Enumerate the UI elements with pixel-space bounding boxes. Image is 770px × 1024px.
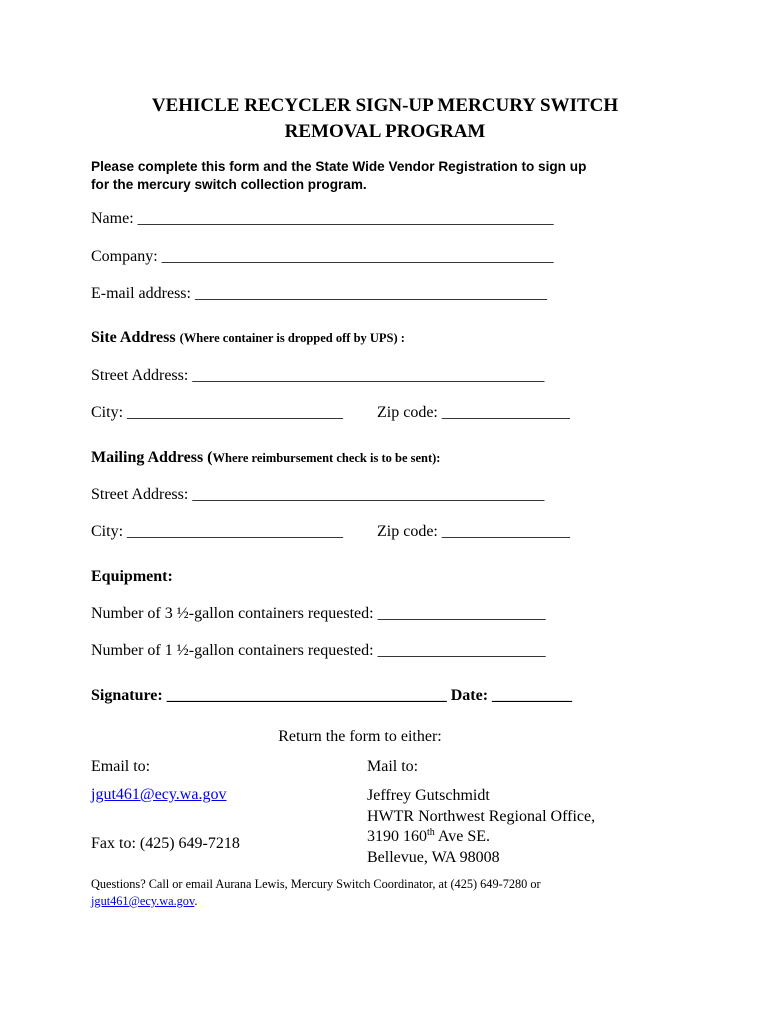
mailing-zip-field[interactable]: Zip code: ________________ <box>377 523 570 540</box>
return-instructions: Return the form to either: <box>278 728 442 745</box>
one-half-gallon-field[interactable]: Number of 1 ½-gallon containers requested: _____________________ <box>91 642 546 659</box>
fax-number: Fax to: (425) 649-7218 <box>91 835 240 852</box>
mail-street-name: Ave SE. <box>434 828 491 846</box>
site-street-field[interactable]: Street Address: ____________________________________________ <box>91 367 545 384</box>
mail-office-name: HWTR Northwest Regional Office, <box>367 807 596 825</box>
mailing-city-field[interactable]: City: ___________________________ <box>91 523 344 540</box>
mail-to-label: Mail to: <box>367 758 419 775</box>
form-title-line-1: VEHICLE RECYCLER SIGN-UP MERCURY SWITCH <box>151 95 619 116</box>
email-to-link[interactable]: jgut461@ecy.wa.gov <box>91 786 227 803</box>
intro-line-2: for the mercury switch collection program. <box>91 177 367 192</box>
mail-street <box>367 827 595 848</box>
company-field[interactable]: Company: _________________________________________________ <box>91 248 554 265</box>
email-field[interactable]: E-mail address: ____________________________________________ <box>91 285 547 302</box>
signature-date-field[interactable]: Signature: ___________________________________ Date: __________ <box>91 687 573 704</box>
site-address-note: (Where container is dropped off by UPS) : <box>179 331 405 345</box>
mailing-street-field[interactable]: Street Address: ____________________________________________ <box>91 486 545 503</box>
mail-street-ordinal: th <box>427 827 435 839</box>
site-address-heading-row <box>91 329 405 347</box>
name-field[interactable]: Name: ____________________________________________________ <box>91 210 554 227</box>
mail-street-number: 3190 160 <box>367 828 427 846</box>
mailing-address-note: Where reimbursement check is to be sent): <box>212 451 441 465</box>
footer-link-line <box>91 893 197 910</box>
site-city-field[interactable]: City: ___________________________ <box>91 404 344 421</box>
mail-recipient-name: Jeffrey Gutschmidt <box>367 787 490 804</box>
footer-questions: Questions? Call or email Aurana Lewis, Mercury Switch Coordinator, at (425) 649-7280 or <box>91 877 541 891</box>
equipment-heading: Equipment: <box>91 568 173 585</box>
site-address-heading: Site Address <box>91 329 176 346</box>
footer-period: . <box>194 894 198 908</box>
three-half-gallon-field[interactable]: Number of 3 ½-gallon containers requested: _____________________ <box>91 605 546 622</box>
mailing-address-heading: Mailing Address ( <box>91 449 213 466</box>
footer-email-link[interactable]: jgut461@ecy.wa.gov <box>91 894 195 908</box>
mail-to-address <box>367 786 595 869</box>
intro-line-1: Please complete this form and the State Wide Vendor Registration to sign up <box>91 159 587 174</box>
email-to-label: Email to: <box>91 758 151 775</box>
mail-city: Bellevue, WA 98008 <box>367 849 500 867</box>
site-zip-field[interactable]: Zip code: ________________ <box>377 404 570 421</box>
form-title-line-2: REMOVAL PROGRAM <box>284 121 486 142</box>
mailing-address-heading-row <box>91 449 440 467</box>
